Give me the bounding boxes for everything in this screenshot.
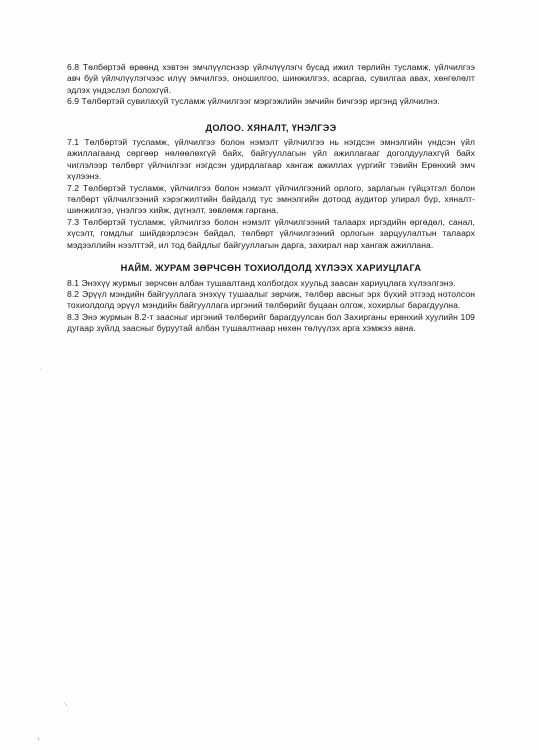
section-7-heading: ДОЛОО. ХЯНАЛТ, ҮНЭЛГЭЭ [205, 122, 337, 133]
paragraph-8-1: 8.1 Энэхүү журмыг зөрчсөн албан тушаалтанд холбогдох хуульд заасан хариуцлага хүлээлгэнэ. [67, 277, 456, 288]
paragraph-7-3: 7.3 Төлбөртэй тусламж, үйлчилгээ болон нэмэлт үйлчилгээний талаарх иргэдийн өргөдөл, санал, хүсэлт, гомдлыг шийдвэрлэсэн байдал, төлбөрт үйлчилгээний орлогын зарцуулалтын талаарх мэдээллийн нээлттэй, ил тод байдлыг байгууллагын дарга, захирал нар хангаж ажиллана. [67, 216, 475, 250]
paragraph-8-2: 8.2 Эрүүл мэндийн байгууллага энэхүү тушаалыг зөрчиж, төлбөр авсныг эрх бүхий этгээд нотолсон тохиолдолд эрүүл мэндийн байгууллага иргэний төлбөрийг буцаан олгож, хохирлыг барагдуулна. [67, 288, 475, 311]
scan-speck-left: · [40, 366, 43, 373]
paragraph-8-3: 8.3 Энэ журмын 8.2-т заасныг иргэний төлбөрийг барагдуулсан бол Захирганы ерөнхий хуулийн 109 дугаар зүйлд заасныг буруутай албан тушаалтнаар нөхөн төлүүлэх арга хэмжээ авна. [67, 311, 475, 334]
paragraph-7-2: 7.2 Төлбөртэй тусламж, үйлчилгээ болон нэмэлт үйлчилгээний орлого, зарлагын гүйцэтгэл болон төлбөрт үйлчилгээний хэрэгжилтийн байдалд тус эмнэлгийн дотоод аудитор улирал бүр, хяналт-шинжилгээ, үнэлгээ хийж, дүгнэлт, зөвлөмж гаргана. [67, 182, 475, 216]
scan-speck-bottom-left: ·. [63, 700, 68, 707]
paragraph-7-1: 7.1 Төлбөртэй тусламж, үйлчилгээ болон нэмэлт үйлчилгээ нь нэгдсэн эмнэлгийн үндсэн үйл ажиллагаанд сөргөөр нөлөөлөхгүй байх, байгууллагын үйл ажиллагааг доголдуулахгүй байх чиглэлээр төлбөрт үйлчилгээг нэгдсэн удирдлагаар хангаж ажиллах үүргийг тэвийн Ерөнхий эмч хүлээнэ. [67, 137, 475, 182]
scan-speck-corner: ' [38, 738, 40, 745]
document-body [67, 62, 475, 335]
paragraph-6-8: 6.8 Төлбөртэй өрөөнд хэвтэн эмчлүүлснээр үйлчлүүлэгч бусад ижил төрлийн тусламж, үйлчилгээ авч буй үйлчлүүлэгчээс илүү эмчилгээ, оношилгоо, шинжилгээ, асаргаа, сувилгаа авах, хөнгөлөлт эдлэх үндэслэл болохгүй. [67, 62, 475, 95]
paragraph-6-9: 6.9 Төлбөртэй сувилахуй тусламж үйлчилгээг мэргэжлийн эмчийн бичгээр иргэнд үйлчилнэ. [67, 96, 440, 107]
section-8-heading: НАЙМ. ЖУРАМ ЗӨРЧСӨН ТОХИОЛДОЛД ХҮЛЭЭХ ХАРИУЦЛАГА [120, 263, 422, 274]
